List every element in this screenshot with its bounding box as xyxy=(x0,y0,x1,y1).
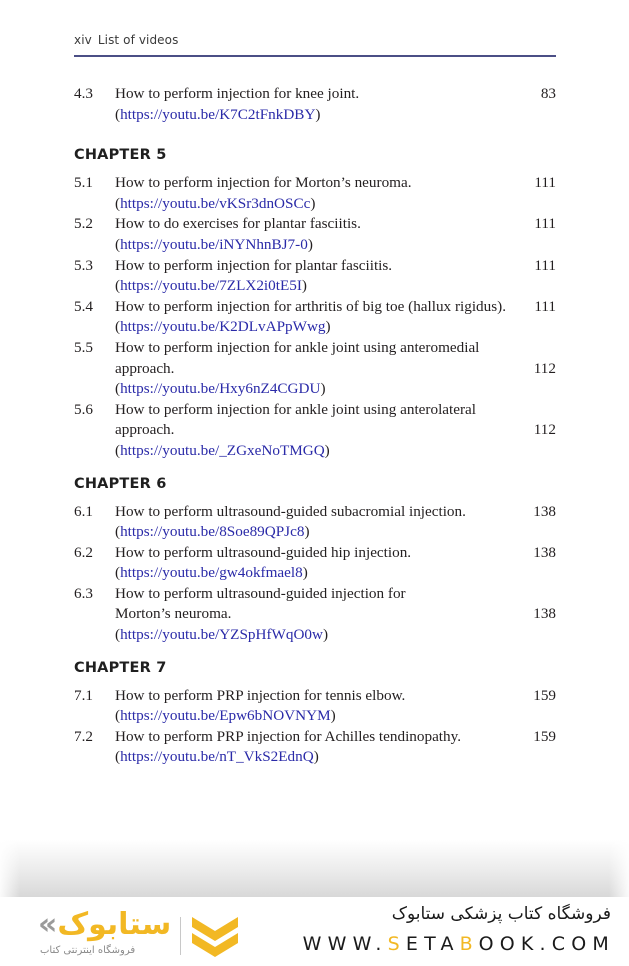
video-entry xyxy=(74,173,556,214)
video-entry xyxy=(74,256,556,297)
entry-title-line xyxy=(115,256,556,277)
entry-title-text: Morton’s neuroma. xyxy=(115,605,232,623)
entry-title-line xyxy=(115,297,556,318)
entry-page-number: 159 xyxy=(533,686,556,704)
entry-title-line xyxy=(115,604,556,625)
entry-page-number: 138 xyxy=(533,605,556,623)
video-entry xyxy=(74,502,556,543)
store-banner xyxy=(0,897,629,966)
page-shadow-edge-left xyxy=(0,840,20,897)
entry-body xyxy=(115,727,556,768)
video-link[interactable] xyxy=(115,379,556,400)
video-link[interactable] xyxy=(115,317,556,338)
url-part: OOK.COM xyxy=(478,933,615,955)
entry-number: 6.3 xyxy=(74,584,93,602)
close-paren: ) xyxy=(313,748,319,766)
entry-title-text: approach. xyxy=(115,359,175,377)
entry-title-text: How to perform injection for knee joint. xyxy=(115,85,360,102)
entry-number: 4.3 xyxy=(74,85,93,102)
entry-title-text: How to perform injection for plantar fasciitis. xyxy=(115,256,393,274)
store-url[interactable] xyxy=(303,933,615,955)
entry-number: 7.2 xyxy=(74,727,93,745)
entry-body xyxy=(115,338,556,400)
video-link[interactable] xyxy=(115,276,556,297)
close-paren: ) xyxy=(315,105,321,123)
entry-title-line xyxy=(115,214,556,235)
running-head-title: List of videos xyxy=(97,33,179,47)
entry-title-text: How to perform injection for Morton’s neuroma. xyxy=(115,174,412,192)
video-url[interactable]: https://youtu.be/K7C2tFnkDBY xyxy=(120,105,316,123)
entry-page-number: 112 xyxy=(533,421,556,439)
video-url[interactable]: https://youtu.be/YZSpHfWqO0w xyxy=(120,626,323,644)
video-link[interactable] xyxy=(115,563,556,584)
video-url[interactable]: https://youtu.be/nT_VkS2EdnQ xyxy=(120,748,314,766)
entry-page-number: 138 xyxy=(533,543,556,561)
entry-number: 5.3 xyxy=(74,256,93,274)
entry-number: 5.5 xyxy=(74,338,93,356)
url-part: WWW. xyxy=(302,933,388,955)
entry-page-number: 112 xyxy=(533,359,556,377)
video-url[interactable]: https://youtu.be/_ZGxeNoTMGQ xyxy=(120,441,325,459)
store-name-fa: فروشگاه کتاب پزشکی ستابوک xyxy=(391,904,611,924)
entry-title-text: How to perform injection for arthritis of big toe (hallux rigidus). xyxy=(115,297,506,315)
header-rule xyxy=(74,55,556,57)
entry-title-text: approach. xyxy=(115,421,175,439)
open-paren: ( xyxy=(115,523,121,541)
entry-page-number: 138 xyxy=(533,502,556,520)
close-paren: ) xyxy=(324,441,330,459)
entry-page-number: 111 xyxy=(534,256,556,274)
video-entry xyxy=(74,400,556,462)
url-part: ETA xyxy=(405,933,460,955)
entry-title-text: How to perform injection for ankle joint using anterolateral xyxy=(115,400,477,418)
entry-number: 7.1 xyxy=(74,686,93,704)
entry-number: 5.4 xyxy=(74,297,93,315)
video-url[interactable]: https://youtu.be/Hxy6nZ4CGDU xyxy=(120,380,321,398)
entry-page-number: 159 xyxy=(533,727,556,745)
entry-body xyxy=(115,686,556,727)
entry-number: 6.2 xyxy=(74,543,93,561)
video-link[interactable] xyxy=(115,441,556,462)
video-link[interactable] xyxy=(115,105,556,126)
section-spacer xyxy=(74,125,556,133)
open-paren: ( xyxy=(115,277,121,295)
chevron-logo-icon xyxy=(190,913,240,959)
open-paren: ( xyxy=(115,235,121,253)
entry-title-line xyxy=(115,173,556,194)
entry-title-line xyxy=(115,727,556,748)
logo-divider xyxy=(180,917,181,955)
entry-title-line xyxy=(115,420,556,441)
video-entry xyxy=(74,584,556,646)
page-shadow xyxy=(0,840,629,897)
page-folio: xiv xyxy=(74,33,92,47)
entry-title-text: How to perform injection for ankle joint using anteromedial xyxy=(115,338,480,356)
close-paren: ) xyxy=(320,380,326,398)
entry-title-text: How to perform PRP injection for Achilles tendinopathy. xyxy=(115,727,462,745)
entry-title-line xyxy=(115,400,556,421)
entry-body xyxy=(115,297,556,338)
open-paren: ( xyxy=(115,105,121,123)
url-accent-b: B xyxy=(459,933,479,955)
double-chevron-left-icon: « xyxy=(38,907,58,942)
logo-tagline: فروشگاه اینترنتی کتاب xyxy=(40,945,136,956)
video-link[interactable] xyxy=(115,194,556,215)
video-entry xyxy=(74,84,556,125)
url-accent-s: S xyxy=(387,933,406,955)
close-paren: ) xyxy=(322,626,329,644)
video-url[interactable]: https://youtu.be/vKSr3dnOSCc xyxy=(120,194,311,212)
entry-body xyxy=(115,584,556,646)
entry-title-text: How to do exercises for plantar fasciitis. xyxy=(115,215,361,233)
entry-title-line xyxy=(115,338,556,359)
video-entry xyxy=(74,727,556,768)
entry-body xyxy=(115,173,556,214)
entry-body xyxy=(115,214,556,255)
video-entry xyxy=(74,543,556,584)
video-entry xyxy=(74,686,556,727)
open-paren: ( xyxy=(115,707,121,725)
open-paren: ( xyxy=(115,194,121,212)
running-head xyxy=(74,33,178,47)
video-url[interactable]: https://youtu.be/8Soe89QPJc8 xyxy=(120,523,305,541)
entry-title-text: How to perform ultrasound-guided hip injection. xyxy=(115,543,412,561)
entry-page-number: 111 xyxy=(534,215,556,233)
entry-number: 5.6 xyxy=(74,400,93,418)
video-link[interactable] xyxy=(115,235,556,256)
close-paren: ) xyxy=(325,318,331,336)
entry-title-line xyxy=(115,584,556,605)
entry-body xyxy=(115,502,556,543)
logo-wordmark xyxy=(38,907,171,942)
close-paren: ) xyxy=(304,523,310,541)
video-url[interactable]: https://youtu.be/gw4okfmael8 xyxy=(120,564,303,582)
entry-body xyxy=(115,84,556,125)
entry-number: 5.1 xyxy=(74,174,93,192)
entry-title-text: How to perform ultrasound-guided subacromial injection. xyxy=(115,502,466,520)
video-url[interactable]: https://youtu.be/iNYNhnBJ7-0 xyxy=(120,235,308,253)
entry-title-line xyxy=(115,502,556,523)
logo-wordmark-text: ستابوک xyxy=(57,907,172,942)
chapter-heading: CHAPTER 6 xyxy=(74,475,167,492)
close-paren: ) xyxy=(307,235,313,253)
close-paren: ) xyxy=(302,564,308,582)
entry-number: 5.2 xyxy=(74,215,93,233)
entry-page-number: 83 xyxy=(540,85,556,102)
video-link[interactable] xyxy=(115,625,556,646)
video-entry xyxy=(74,297,556,338)
entry-body xyxy=(115,543,556,584)
video-entry xyxy=(74,338,556,400)
entry-body xyxy=(115,256,556,297)
video-url[interactable]: https://youtu.be/7ZLX2i0tE5I xyxy=(120,277,302,295)
entry-title-line xyxy=(115,686,556,707)
close-paren: ) xyxy=(330,707,336,725)
video-url[interactable]: https://youtu.be/K2DLvAPpWwg xyxy=(120,318,326,336)
entry-title-line xyxy=(115,543,556,564)
store-logo[interactable] xyxy=(30,905,245,961)
open-paren: ( xyxy=(115,564,121,582)
entry-body xyxy=(115,400,556,462)
page-shadow-edge-right xyxy=(609,840,629,897)
close-paren: ) xyxy=(310,194,316,212)
entry-title-text: How to perform ultrasound-guided injection for xyxy=(115,584,406,602)
open-paren: ( xyxy=(115,748,121,766)
open-paren: ( xyxy=(115,318,121,336)
open-paren: ( xyxy=(115,626,121,644)
chapter-heading: CHAPTER 7 xyxy=(74,659,167,676)
open-paren: ( xyxy=(115,380,121,398)
video-link[interactable] xyxy=(115,522,556,543)
entry-title-line xyxy=(115,84,556,105)
video-list xyxy=(74,84,556,768)
entry-title-text: How to perform PRP injection for tennis elbow. xyxy=(115,686,406,704)
video-link[interactable] xyxy=(115,706,556,727)
entry-title-line xyxy=(115,359,556,380)
entry-number: 6.1 xyxy=(74,502,93,520)
video-entry xyxy=(74,214,556,255)
video-url[interactable]: https://youtu.be/Epw6bNOVNYM xyxy=(120,707,331,725)
open-paren: ( xyxy=(115,441,121,459)
video-link[interactable] xyxy=(115,747,556,768)
close-paren: ) xyxy=(301,277,307,295)
chapter-heading: CHAPTER 5 xyxy=(74,147,167,164)
entry-page-number: 111 xyxy=(534,174,556,192)
entry-page-number: 111 xyxy=(534,297,556,315)
